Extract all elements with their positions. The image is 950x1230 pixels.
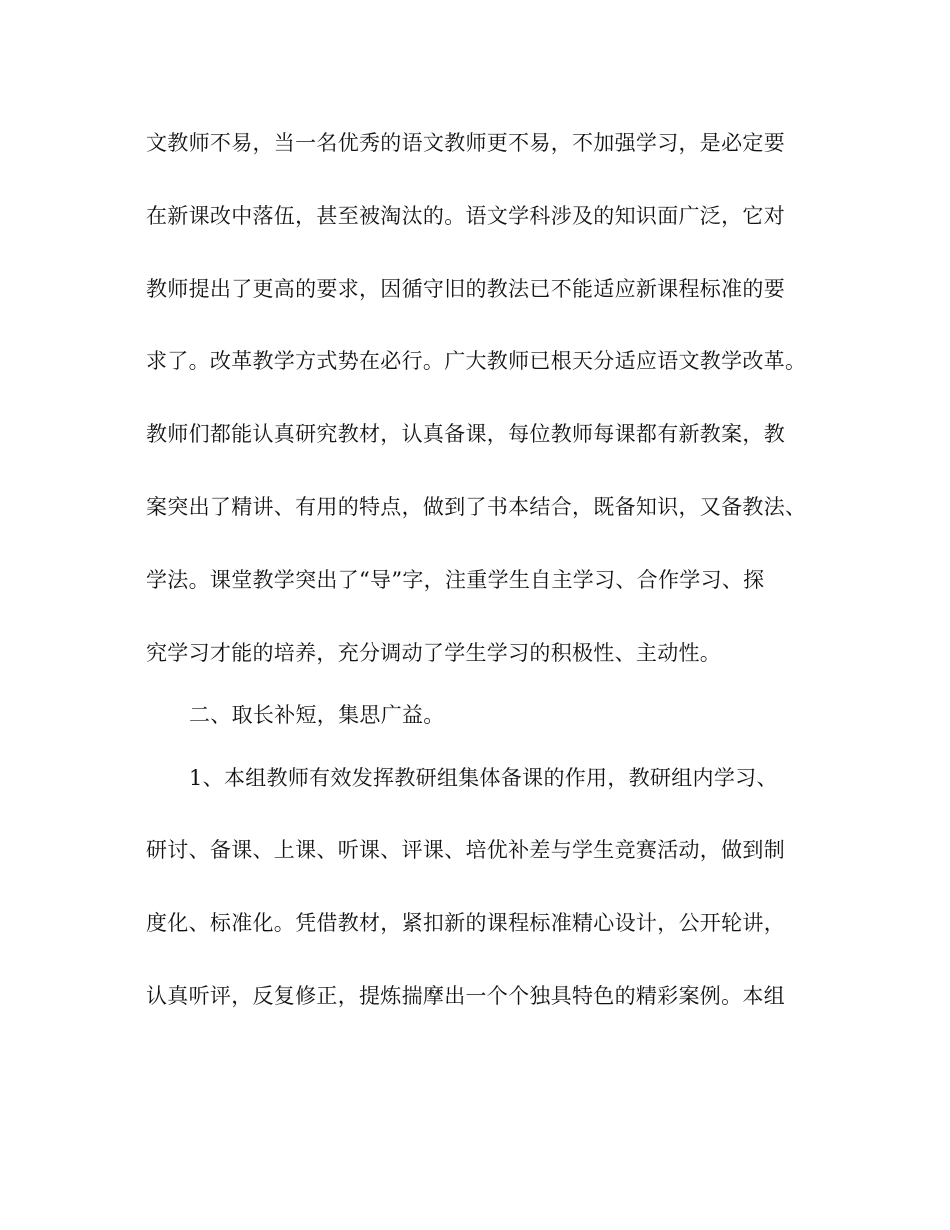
body-text-line: 研讨、备课、上课、听课、评课、培优补差与学生竞赛活动，做到制 xyxy=(146,838,785,862)
body-text-line: 度化、标准化。凭借教材，紧扣新的课程标准精心设计，公开轮讲， xyxy=(146,911,785,935)
body-text-line: 教师们都能认真研究教材，认真备课，每位教师每课都有新教案，教 xyxy=(146,422,785,446)
section-heading: 二、取长补短，集思广益。 xyxy=(189,703,445,727)
body-text-line: 教师提出了更高的要求，因循守旧的教法已不能适应新课程标准的要 xyxy=(146,277,785,301)
body-text-line: 文教师不易，当一名优秀的语文教师更不易，不加强学习，是必定要 xyxy=(146,131,785,155)
body-text-line: 案突出了精讲、有用的特点，做到了书本结合，既备知识，又备教法、 xyxy=(146,495,807,519)
body-text-line: 求了。改革教学方式势在必行。广大教师已根天分适应语文教学改革。 xyxy=(146,349,807,373)
body-text-line: 学法。课堂教学突出了“导”字，注重学生自主学习、合作学习、探 xyxy=(146,568,765,592)
body-text-line: 认真听评，反复修正，提炼揣摩出一个个独具特色的精彩案例。本组 xyxy=(146,984,785,1008)
paragraph-first-line: 1、本组教师有效发挥教研组集体备课的作用，教研组内学习、 xyxy=(189,766,778,790)
body-text-line: 究学习才能的培养，充分调动了学生学习的积极性、主动性。 xyxy=(146,641,722,665)
body-text-line: 在新课改中落伍，甚至被淘汰的。语文学科涉及的知识面广泛，它对 xyxy=(146,204,785,228)
